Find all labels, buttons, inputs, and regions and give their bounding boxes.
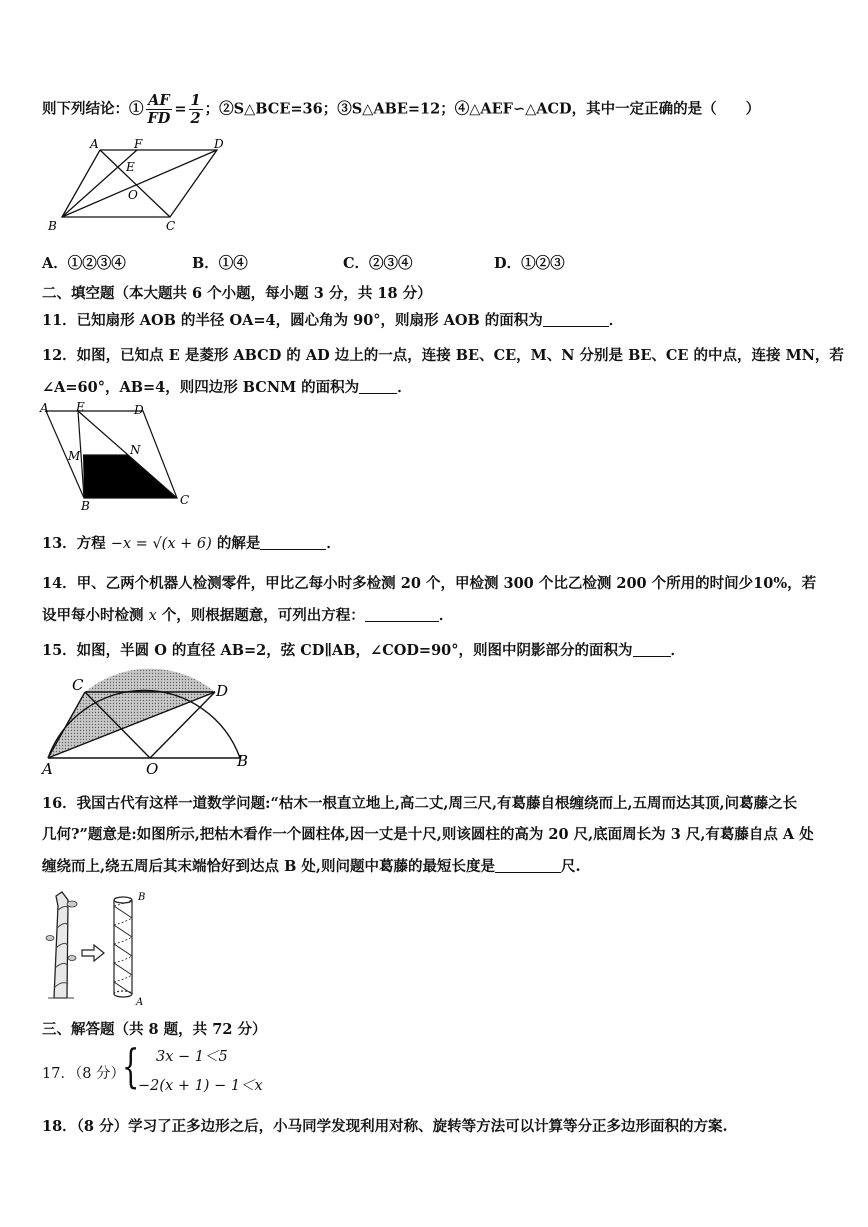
q13-end: ． (326, 535, 341, 552)
q17-label: 17．（8 分） (42, 1066, 126, 1082)
q12-rhombus-figure (38, 400, 198, 512)
fig10-label-c: C (166, 219, 176, 233)
q12-answer-blank (359, 379, 397, 394)
q11-end: ． (608, 312, 624, 329)
frac2-denominator: 2 (190, 110, 201, 127)
q14-end: ． (438, 607, 454, 624)
option-a: A．①②③④ (42, 255, 126, 272)
q16-answer-blank (495, 858, 561, 873)
fig15-label-b: B (237, 752, 249, 770)
fig10-label-f: F (134, 137, 143, 151)
fig15-label-o: O (146, 760, 159, 778)
q10-parallelogram-figure (42, 135, 242, 235)
fig12-label-b: B (81, 499, 90, 512)
fig12-label-m: M (68, 449, 81, 463)
q15-answer-blank (633, 642, 671, 657)
q13 (42, 532, 341, 553)
section-3-heading: 三、解答题（共 8 题，共 72 分） (42, 1021, 267, 1038)
q13-answer-blank (260, 535, 326, 550)
fig12-label-n: N (130, 443, 141, 457)
q12-line1: 12．如图，已知点 E 是菱形 ABCD 的 AD 边上的一点，连接 BE、CE，M、N 分别是 BE、CE 的中点，连接 MN，若 (42, 347, 844, 364)
frac2-numerator: 1 (190, 92, 201, 109)
q16-line1: 16．我国古代有这样一道数学问题:“枯木一根直立地上,高二丈,周三尺,有葛藤自根缠绕而上,五周而达其顶,问葛藤之长 (42, 795, 798, 812)
q12-line2-text: ∠A=60°，AB=4，则四边形 BCNM 的面积为 (42, 379, 360, 396)
q14-line2 (42, 604, 453, 625)
q16-tree-cylinder-figure (40, 888, 160, 1008)
fig10-label-d: D (214, 137, 224, 151)
q17-inequality-1: 3x − 1＜5 (156, 1049, 228, 1065)
q12-line2 (42, 376, 412, 397)
q15-end: ． (670, 642, 686, 659)
q17-inequality-2: −2(x + 1) − 1＜x (138, 1078, 263, 1094)
fig12-label-c: C (180, 493, 190, 507)
q15 (42, 639, 685, 660)
q11-text: 11．已知扇形 AOB 的半径 OA=4，圆心角为 90°，则扇形 AOB 的面积为 (42, 312, 543, 329)
fraction-af-fd (146, 92, 173, 127)
fig16-label-b: B (138, 892, 146, 903)
fig10-label-b: B (48, 219, 57, 233)
q15-text: 15．如图，半圆 O 的直径 AB=2，弦 CD∥AB，∠COD=90°，则图中阴影部分的面积为 (42, 642, 633, 659)
q14-answer-blank (365, 607, 439, 622)
q11 (42, 309, 623, 330)
q16-end: 尺. (560, 858, 581, 875)
option-c: C．②③④ (343, 255, 413, 272)
fig12-label-d: D (134, 403, 144, 417)
q10-rest: ；②S△BCE=36；③S△ABE=12；④△AEF∽△ACD，其中一定正确的是（ ） (204, 100, 761, 118)
q11-answer-blank (543, 312, 609, 327)
fig16-label-a: A (136, 997, 144, 1008)
fig10-label-e: E (126, 160, 135, 174)
q16-line3-text: 缠绕而上,绕五周后其末端恰好到达点 B 处,则问题中葛藤的最短长度是 (42, 858, 495, 875)
q16-line2: 几何?”题意是:如图所示,把枯木看作一个圆柱体,因一丈是十尺,则该圆柱的高为 20 尺,底面周长为 3 尺,有葛藤自点 A 处 (42, 826, 814, 843)
q16-line3 (42, 855, 581, 876)
q14-line2b: 个，则根据题意，可列出方程： (161, 607, 365, 624)
fig12-label-a: A (40, 401, 49, 415)
q12-end: ． (397, 379, 412, 396)
q18: 18．（8 分）学习了正多边形之后，小马同学发现利用对称、旋转等方法可以计算等分正多边形面积的方案. (42, 1118, 728, 1135)
q14-variable: x (148, 608, 157, 624)
option-d: D．①②③ (494, 255, 565, 272)
q15-semicircle-figure (40, 666, 260, 778)
q14-line1: 14．甲、乙两个机器人检测零件，甲比乙每小时多检测 20 个，甲检测 300 个比乙检测 200 个所用的时间少10%，若 (42, 575, 817, 592)
fig12-label-e: E (76, 400, 85, 414)
frac1-numerator: AF (146, 92, 173, 110)
equals-sign: = (174, 100, 187, 118)
q13-equation: −x = √(x + 6) (110, 536, 212, 552)
q13-post: 的解是 (216, 535, 261, 552)
q13-pre: 13．方程 (42, 535, 106, 552)
q10-stem (42, 92, 760, 127)
fig10-label-a: A (90, 137, 99, 151)
frac1-denominator: FD (147, 110, 171, 127)
option-b: B．①④ (192, 255, 248, 272)
fraction-one-half (189, 92, 203, 127)
fig15-label-a: A (42, 760, 53, 778)
q10-intro: 则下列结论：① (42, 100, 144, 118)
fig15-label-d: D (216, 682, 229, 700)
q17-brace: { (121, 1039, 140, 1093)
fig15-label-c: C (72, 676, 84, 694)
q14-line2a: 设甲每小时检测 (42, 607, 144, 624)
section-2-heading: 二、填空题（本大题共 6 个小题，每小题 3 分，共 18 分） (42, 285, 432, 302)
fig10-label-o: O (128, 188, 138, 202)
